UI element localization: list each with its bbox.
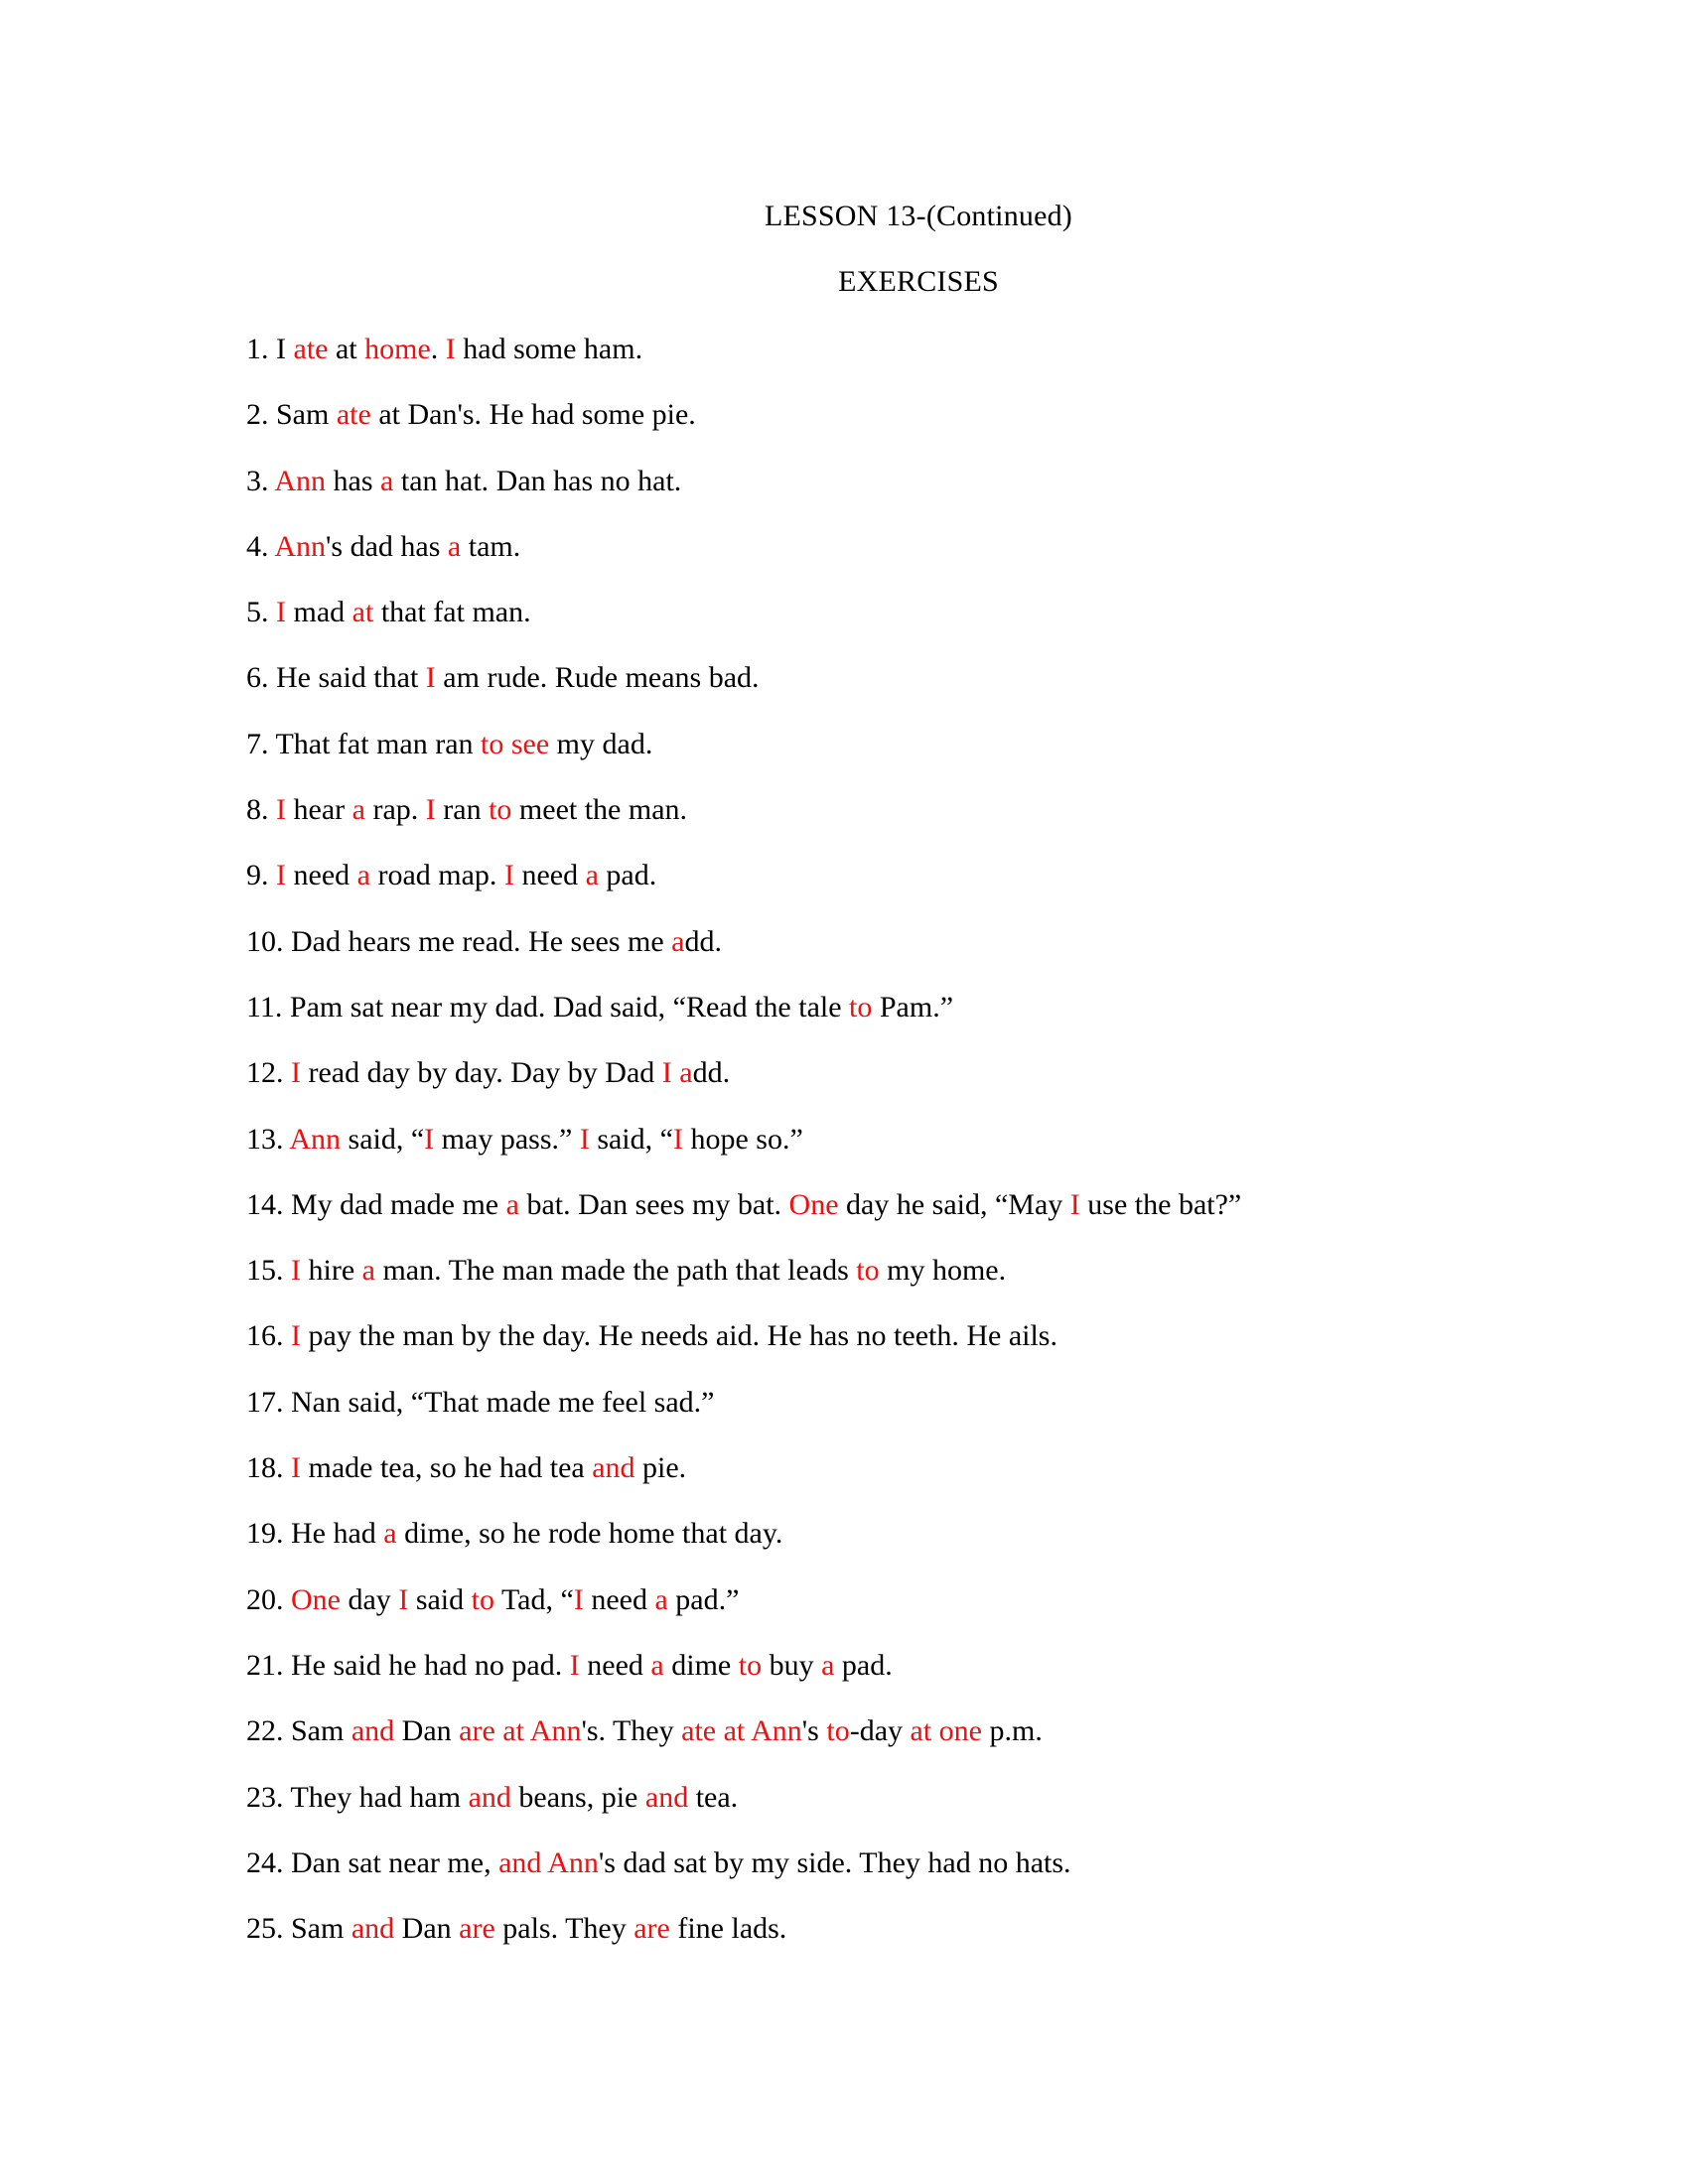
highlighted-text: and — [468, 1780, 511, 1814]
highlighted-text: I — [425, 661, 436, 695]
highlighted-text: a — [352, 793, 365, 827]
exercise-text: said, “ — [589, 1122, 673, 1156]
exercise-text: hope so.” — [682, 1122, 803, 1156]
exercise-line — [246, 595, 1636, 660]
exercise-line — [246, 990, 1636, 1055]
highlighted-text: I — [579, 1122, 590, 1156]
exercise-text: hear — [286, 793, 352, 827]
exercise-text: dime — [663, 1648, 739, 1682]
exercise-line — [246, 332, 1636, 397]
highlighted-text: a — [654, 1582, 668, 1616]
highlighted-text: a — [361, 1254, 375, 1288]
exercise-line — [246, 397, 1636, 463]
exercise-text: 21. He said he had no pad. — [246, 1648, 570, 1682]
exercise-text: 22. Sam — [246, 1714, 352, 1748]
exercise-text: am rude. Rude means bad. — [435, 661, 760, 695]
exercise-line — [246, 1582, 1636, 1648]
exercise-text: 25. Sam — [246, 1912, 352, 1946]
exercise-text: 15. — [246, 1254, 291, 1288]
exercise-text: said — [408, 1582, 472, 1616]
highlighted-text: are at Ann — [459, 1714, 582, 1748]
exercise-line — [246, 924, 1636, 990]
exercise-text: 14. My dad made me — [246, 1187, 506, 1221]
exercise-line — [246, 464, 1636, 529]
exercise-text: has — [326, 464, 381, 497]
highlighted-text: a — [671, 924, 685, 958]
exercise-line — [246, 1780, 1636, 1845]
exercise-text: . — [430, 333, 446, 365]
highlighted-text: I — [569, 1648, 580, 1682]
exercise-text: p.m. — [981, 1714, 1043, 1748]
exercise-text: 1. I — [246, 333, 294, 365]
exercise-line — [246, 1318, 1636, 1384]
exercise-text: 7. That fat man ran — [246, 727, 482, 760]
exercise-line — [246, 1450, 1636, 1516]
exercise-line — [246, 1516, 1636, 1581]
exercise-text: 16. — [246, 1319, 291, 1353]
exercise-line — [246, 1713, 1636, 1779]
exercise-line — [246, 858, 1636, 923]
highlighted-text: I — [276, 596, 286, 629]
highlighted-text: and — [592, 1451, 635, 1485]
highlighted-text: a — [356, 859, 370, 892]
lesson-title: LESSON 13-(Continued) — [764, 200, 1072, 232]
exercise-text: ran — [435, 793, 490, 827]
highlighted-text: I a — [661, 1056, 693, 1090]
exercise-text: 3. — [246, 464, 275, 497]
exercise-text: pay the man by the day. He needs aid. He has no teeth. He ails. — [301, 1319, 1057, 1353]
exercise-line — [246, 1911, 1636, 1977]
exercise-text: Tad, “ — [493, 1582, 574, 1616]
highlighted-text: to — [489, 793, 512, 827]
exercise-line — [246, 1845, 1636, 1911]
highlighted-text: ate at Ann — [681, 1714, 802, 1748]
exercise-text: 23. They had ham — [246, 1780, 469, 1814]
exercise-text: tea. — [688, 1780, 739, 1814]
exercise-text: dd. — [692, 1056, 731, 1090]
exercise-text: 11. Pam sat near my dad. Dad said, “Read the tale — [246, 990, 850, 1024]
highlighted-text: to — [738, 1648, 763, 1682]
exercise-text: had some ham. — [455, 333, 643, 365]
highlighted-text: home — [364, 333, 431, 365]
exercise-text: 17. Nan said, “That made me feel sad.” — [246, 1385, 715, 1419]
exercise-text: 2. Sam — [246, 398, 337, 432]
exercise-text: bat. Dan sees my bat. — [518, 1187, 789, 1221]
highlighted-text: One — [788, 1187, 839, 1221]
highlighted-text: I — [672, 1122, 683, 1156]
exercise-text: pie. — [634, 1451, 687, 1485]
highlighted-text: ate — [336, 398, 371, 432]
exercise-text: said, “ — [341, 1122, 425, 1156]
exercise-line — [246, 1055, 1636, 1121]
highlighted-text: I — [398, 1582, 409, 1616]
exercise-line — [246, 1187, 1636, 1253]
exercise-text: 19. He had — [246, 1517, 384, 1551]
exercise-text: 6. He said that — [246, 661, 426, 695]
exercise-text: day he said, “May — [838, 1187, 1070, 1221]
exercise-text: day — [340, 1582, 399, 1616]
exercise-text: 12. — [246, 1056, 291, 1090]
exercise-text: 18. — [246, 1451, 291, 1485]
exercise-text: 10. Dad hears me read. He sees me — [246, 924, 672, 958]
exercise-text: need — [286, 859, 357, 892]
exercise-text: dime, so he rode home that day. — [396, 1517, 783, 1551]
exercise-text: buy — [762, 1648, 822, 1682]
highlighted-text: to — [849, 990, 873, 1024]
highlighted-text: to — [856, 1254, 880, 1288]
highlighted-text: I — [573, 1582, 584, 1616]
exercise-text: 's — [801, 1714, 827, 1748]
highlighted-text: I — [1069, 1187, 1080, 1221]
exercise-text: Dan — [394, 1714, 460, 1748]
exercise-text: that fat man. — [373, 596, 531, 629]
highlighted-text: I — [291, 1319, 301, 1353]
highlighted-text: a — [585, 859, 599, 892]
exercise-text: fine lads. — [669, 1912, 787, 1946]
exercise-text: read day by day. Day by Dad — [301, 1056, 662, 1090]
highlighted-text: I — [276, 859, 286, 892]
highlighted-text: to see — [481, 727, 550, 760]
highlighted-text: and — [351, 1714, 395, 1748]
highlighted-text: Ann — [274, 529, 327, 563]
exercise-line — [246, 660, 1636, 726]
exercise-text: at — [328, 333, 365, 365]
exercise-line — [246, 792, 1636, 858]
exercise-text: rap. — [364, 793, 426, 827]
exercise-text: 13. — [246, 1122, 290, 1156]
highlighted-text: and — [644, 1780, 689, 1814]
highlighted-text: a — [505, 1187, 519, 1221]
exercise-line — [246, 1648, 1636, 1713]
highlighted-text: to — [471, 1582, 494, 1616]
exercise-text: tan hat. Dan has no hat. — [393, 464, 682, 497]
highlighted-text: I — [291, 1451, 301, 1485]
exercise-line — [246, 529, 1636, 595]
exercise-text: at Dan's. He had some pie. — [370, 398, 696, 432]
exercise-text: 9. — [246, 859, 276, 892]
exercise-text: 20. — [246, 1582, 291, 1616]
highlighted-text: are — [633, 1912, 670, 1946]
exercise-text: 4. — [246, 529, 275, 563]
highlighted-text: ate — [293, 333, 329, 365]
exercises-heading: EXERCISES — [838, 265, 999, 298]
exercise-text: may pass.” — [434, 1122, 580, 1156]
exercise-text: beans, pie — [510, 1780, 645, 1814]
exercise-text: 's. They — [581, 1714, 682, 1748]
highlighted-text: Ann — [289, 1122, 342, 1156]
exercise-text: made tea, so he had tea — [301, 1451, 593, 1485]
exercise-text: 8. — [246, 793, 276, 827]
exercise-text: 's dad sat by my side. They had no hats. — [598, 1845, 1071, 1879]
exercise-text: pals. They — [494, 1912, 634, 1946]
highlighted-text: at one — [910, 1714, 982, 1748]
highlighted-text: Ann — [274, 464, 327, 497]
exercise-text: 's dad has — [326, 529, 448, 563]
highlighted-text: to — [826, 1714, 850, 1748]
highlighted-text: and — [351, 1912, 395, 1946]
exercise-text: 5. — [246, 596, 276, 629]
exercise-text: Pam.” — [872, 990, 954, 1024]
highlighted-text: a — [383, 1517, 397, 1551]
highlighted-text: One — [291, 1582, 341, 1616]
exercise-text: pad.” — [667, 1582, 740, 1616]
exercise-list — [246, 332, 1636, 1977]
highlighted-text: a — [650, 1648, 664, 1682]
highlighted-text: I — [503, 859, 514, 892]
exercise-text: -day — [849, 1714, 911, 1748]
exercise-text: use the bat?” — [1079, 1187, 1242, 1221]
exercise-text: my home. — [879, 1254, 1007, 1288]
highlighted-text: I — [291, 1254, 301, 1288]
highlighted-text: I — [291, 1056, 301, 1090]
exercise-text: man. The man made the path that leads — [374, 1254, 857, 1288]
exercise-text: tam. — [461, 529, 521, 563]
exercise-text: pad. — [834, 1648, 893, 1682]
exercise-text: meet the man. — [511, 793, 688, 827]
highlighted-text: I — [425, 793, 436, 827]
exercise-line — [246, 727, 1636, 792]
exercise-text: pad. — [598, 859, 657, 892]
highlighted-text: are — [459, 1912, 495, 1946]
highlighted-text: a — [380, 464, 394, 497]
highlighted-text: and Ann — [498, 1845, 599, 1879]
exercise-text: my dad. — [549, 727, 653, 760]
highlighted-text: a — [821, 1648, 835, 1682]
highlighted-text: a — [447, 529, 462, 563]
highlighted-text: I — [424, 1122, 435, 1156]
exercise-text: 24. Dan sat near me, — [246, 1845, 499, 1879]
exercise-text: hire — [301, 1254, 362, 1288]
highlighted-text: at — [352, 596, 374, 629]
exercise-text: need — [579, 1648, 651, 1682]
exercise-text: need — [583, 1582, 655, 1616]
exercise-text: mad — [286, 596, 352, 629]
exercise-line — [246, 1122, 1636, 1187]
highlighted-text: I — [445, 333, 456, 365]
exercise-text: need — [513, 859, 586, 892]
exercise-text: road map. — [369, 859, 504, 892]
exercise-line — [246, 1253, 1636, 1318]
exercise-line — [246, 1385, 1636, 1450]
highlighted-text: I — [276, 793, 286, 827]
exercise-text: dd. — [684, 924, 722, 958]
exercise-text: Dan — [394, 1912, 460, 1946]
